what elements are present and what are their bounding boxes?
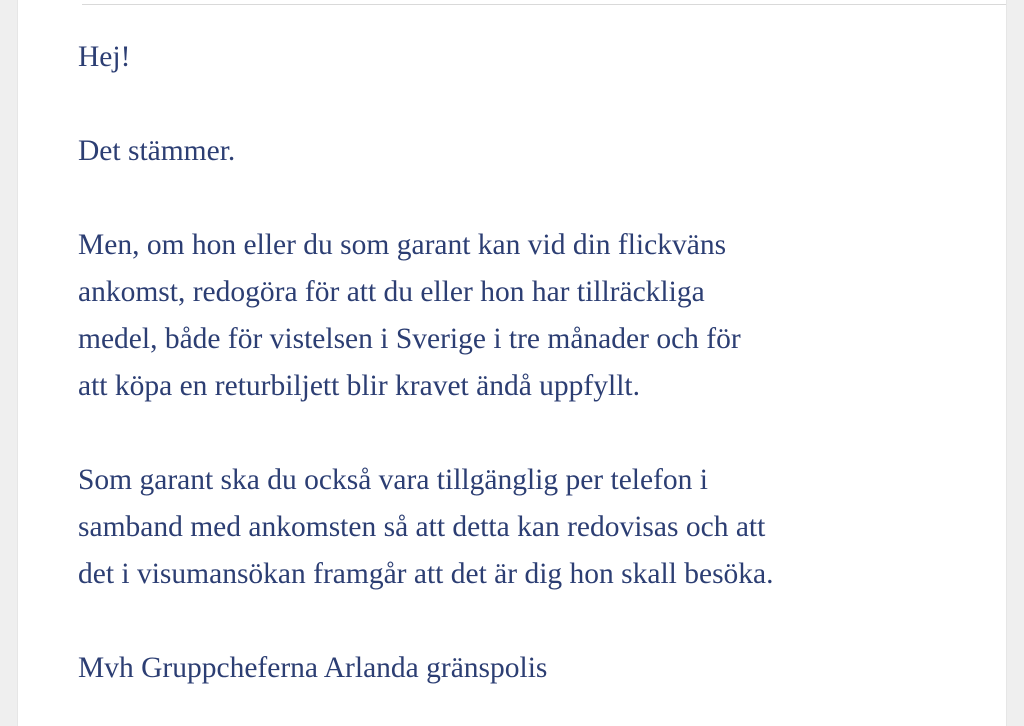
body-line: Men, om hon eller du som garant kan vid din flickväns — [78, 229, 727, 261]
paragraph-funds-requirement — [78, 222, 978, 410]
body-line: Som garant ska du också vara tillgänglig per telefon i — [78, 464, 708, 496]
body-line: samband med ankomsten så att detta kan redovisas och att — [78, 511, 766, 543]
body-line: medel, både för vistelsen i Sverige i tre månader och för — [78, 323, 741, 355]
body-line: det i visumansökan framgår att det är dig hon skall besöka. — [78, 558, 774, 590]
paragraph-confirmation: Det stämmer. — [78, 135, 236, 167]
email-message-card — [17, 0, 1007, 726]
greeting: Hej! — [78, 41, 131, 73]
paragraph-guarantor-availability — [78, 457, 978, 598]
body-line: att köpa en returbiljett blir kravet ändå uppfyllt. — [78, 370, 640, 402]
header-divider — [82, 4, 1006, 5]
body-line: ankomst, redogöra för att du eller hon har tillräckliga — [78, 276, 705, 308]
signature: Mvh Gruppcheferna Arlanda gränspolis — [78, 652, 548, 684]
email-body — [78, 34, 978, 692]
